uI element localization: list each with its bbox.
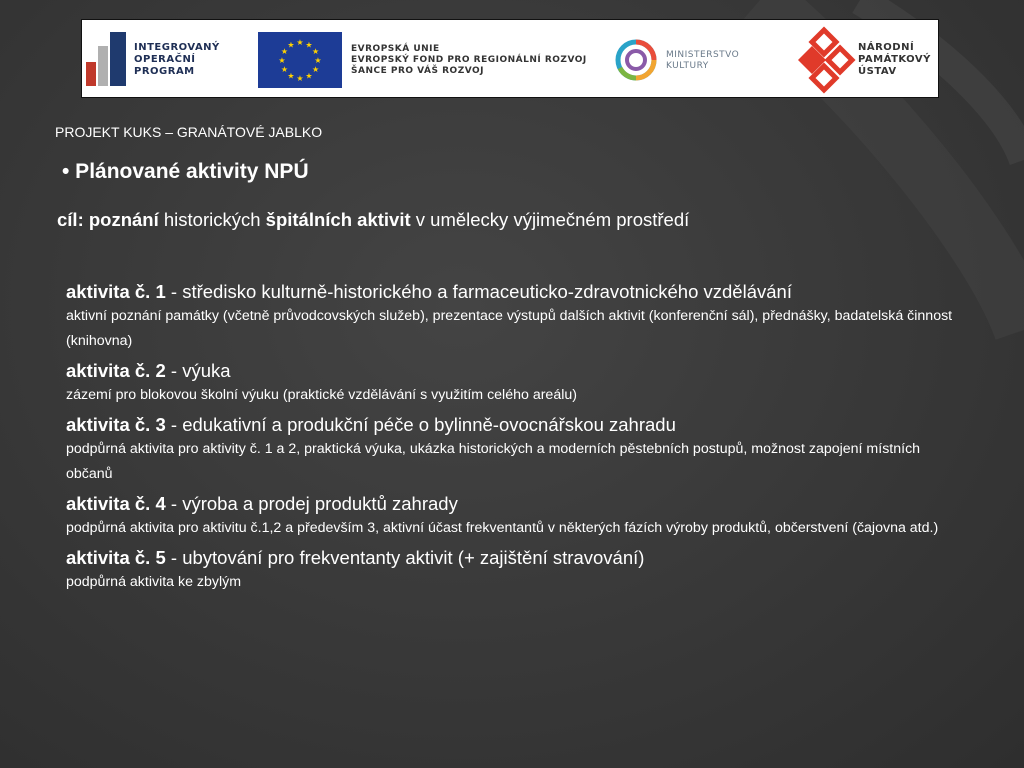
logo-banner xyxy=(81,19,939,98)
activity-label: aktivita č. 2 xyxy=(66,360,166,381)
activity-title xyxy=(66,492,966,516)
activity-label: aktivita č. 5 xyxy=(66,547,166,568)
activity-title xyxy=(66,546,966,570)
activity-item xyxy=(66,546,966,595)
activity-description: aktivní poznání památky (včetně průvodcovských služeb), prezentace výstupů dalších aktivit (konferenční sál), přednášky, badatelská činnost (knihovna) xyxy=(66,308,953,349)
goal-statement xyxy=(57,209,689,231)
activity-title xyxy=(66,280,966,304)
activity-item xyxy=(66,280,966,354)
eu-star-icon: ★ xyxy=(312,65,320,74)
eu-flag-icon xyxy=(258,32,342,88)
activity-title xyxy=(66,413,966,437)
eu-logo-text: EVROPSKÁ UNIE EVROPSKÝ FOND PRO REGIONÁLNÍ ROZVOJ ŠANCE PRO VÁŠ ROZVOJ xyxy=(351,44,587,76)
eu-star-icon: ★ xyxy=(278,56,286,65)
eu-star-icon: ★ xyxy=(305,71,313,81)
activity-description: zázemí pro blokovou školní výuku (praktické vzdělávání s využitím celého areálu) xyxy=(66,387,577,403)
activity-title-text: - ubytování pro frekventanty aktivit (+ zajištění stravování) xyxy=(165,547,645,568)
eu-star-icon: ★ xyxy=(312,47,320,56)
slide-heading: • Plánované aktivity NPÚ xyxy=(62,160,309,183)
eu-star-icon: ★ xyxy=(280,65,288,74)
activity-title-text: - edukativní a produkční péče o bylinně-ovocnářskou zahradu xyxy=(165,414,676,435)
activity-description: podpůrná aktivita pro aktivitu č.1,2 a především 3, aktivní účast frekventantů v některých fázích výroby produktů, občerstvení (čajovna atd.) xyxy=(66,520,939,536)
activity-title-text: - výroba a prodej produktů zahrady xyxy=(165,493,458,514)
goal-part-1: cíl: poznání xyxy=(57,209,159,230)
activity-description: podpůrná aktivita pro aktivity č. 1 a 2, praktická výuka, ukázka historických a moderních pěstebních postupů, možnost zapojení místních občanů xyxy=(66,441,921,482)
goal-part-3: špitálních aktivit xyxy=(265,209,411,230)
eu-star-icon: ★ xyxy=(314,56,322,65)
project-title: PROJEKT KUKS – GRANÁTOVÉ JABLKO xyxy=(55,124,323,140)
activity-label: aktivita č. 4 xyxy=(66,493,166,514)
npu-logo-text: NÁRODNÍ PAMÁTKOVÝ ÚSTAV xyxy=(858,42,931,78)
goal-part-4: v umělecky výjimečném prostředí xyxy=(410,209,690,230)
npu-logo-icon xyxy=(798,30,852,90)
activity-label: aktivita č. 1 xyxy=(66,281,166,302)
eu-star-icon: ★ xyxy=(280,47,288,56)
activity-label: aktivita č. 3 xyxy=(66,414,166,435)
activity-title-text: - výuka xyxy=(165,360,231,381)
activity-list xyxy=(66,280,966,600)
activity-title xyxy=(66,359,966,383)
eu-star-icon: ★ xyxy=(287,71,295,81)
activity-item xyxy=(66,413,966,487)
activity-item xyxy=(66,492,966,541)
iop-logo-text: INTEGROVANÝ OPERAČNÍ PROGRAM xyxy=(134,42,220,78)
activity-item xyxy=(66,359,966,408)
activity-description: podpůrná aktivita ke zbylým xyxy=(66,574,242,590)
ministry-logo-text: MINISTERSTVO KULTURY xyxy=(666,50,740,71)
goal-part-2: historických xyxy=(158,209,266,230)
eu-star-icon: ★ xyxy=(305,40,313,50)
ministry-logo-icon xyxy=(618,42,654,78)
eu-star-icon: ★ xyxy=(287,40,295,50)
iop-logo-icon xyxy=(86,32,126,86)
activity-title-text: - středisko kulturně-historického a farmaceuticko-zdravotnického vzdělávání xyxy=(165,281,792,302)
eu-star-icon: ★ xyxy=(296,38,304,47)
eu-star-icon: ★ xyxy=(296,74,304,83)
